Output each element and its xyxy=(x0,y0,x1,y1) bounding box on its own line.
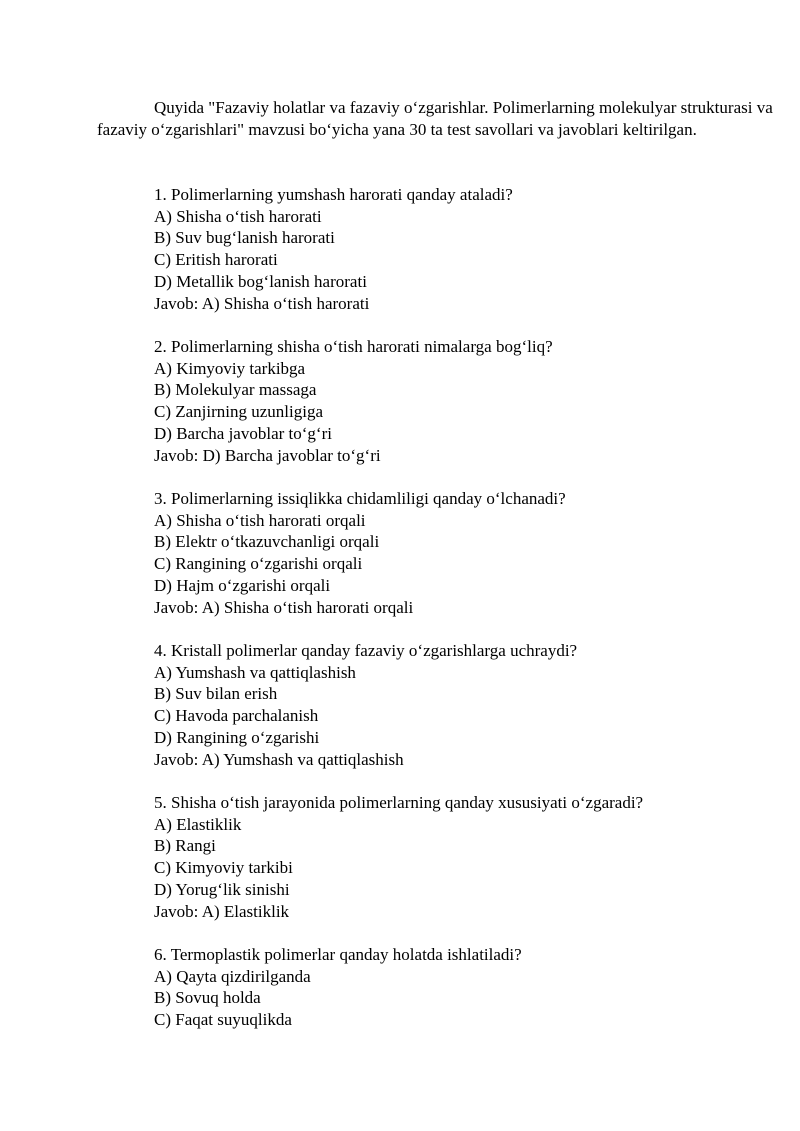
option-b: B) Sovuq holda xyxy=(154,988,261,1008)
option-a: A) Yumshash va qattiqlashish xyxy=(154,662,356,682)
question-text: 2. Polimerlarning shisha o‘tish harorati nimalarga bog‘liq? xyxy=(154,337,553,357)
question-text: 1. Polimerlarning yumshash harorati qanday ataladi? xyxy=(154,185,513,204)
answer-line: Javob: A) Shisha o‘tish harorati orqali xyxy=(154,597,414,617)
question-block-2 xyxy=(154,336,774,466)
question-text: 4. Kristall polimerlar qanday fazaviy o‘zgarishlarga uchraydi? xyxy=(154,641,578,661)
option-c: C) Kimyoviy tarkibi xyxy=(154,858,293,878)
option-d: D) Barcha javoblar to‘g‘ri xyxy=(154,423,332,443)
answer-line: Javob: A) Shisha o‘tish harorati xyxy=(154,293,370,313)
question-text: 5. Shisha o‘tish jarayonida polimerlarning qanday xususiyati o‘zgaradi? xyxy=(154,793,644,813)
option-a: A) Shisha o‘tish harorati xyxy=(154,206,322,226)
answer-line: Javob: A) Yumshash va qattiqlashish xyxy=(154,749,404,769)
question-list xyxy=(154,184,774,1053)
option-b: B) Rangi xyxy=(154,836,216,856)
option-a: A) Elastiklik xyxy=(154,814,242,834)
option-d: D) Hajm o‘zgarishi orqali xyxy=(154,575,331,595)
option-c: C) Havoda parchalanish xyxy=(154,706,319,726)
option-c: C) Eritish harorati xyxy=(154,250,278,270)
option-b: B) Molekulyar massaga xyxy=(154,380,317,400)
question-text: 3. Polimerlarning issiqlikka chidamliligi qanday o‘lchanadi? xyxy=(154,489,566,509)
question-block-6 xyxy=(154,944,774,1031)
option-a: A) Qayta qizdirilganda xyxy=(154,966,311,986)
option-b: B) Suv bug‘lanish harorati xyxy=(154,228,335,248)
question-block-5 xyxy=(154,792,774,922)
intro-paragraph: Quyida "Fazaviy holatlar va fazaviy o‘zgarishlar. Polimerlarning molekulyar strukturasi va fazaviy o‘zgarishlari" mavzusi bo‘yicha yana 30 ta test savollari va javoblari keltirilgan. xyxy=(97,98,773,139)
option-d: D) Metallik bog‘lanish harorati xyxy=(154,271,367,291)
answer-line: Javob: D) Barcha javoblar to‘g‘ri xyxy=(154,445,381,465)
answer-line: Javob: A) Elastiklik xyxy=(154,901,290,921)
option-d: D) Rangining o‘zgarishi xyxy=(154,727,320,747)
option-c: C) Rangining o‘zgarishi orqali xyxy=(154,554,363,574)
option-c: C) Faqat suyuqlikda xyxy=(154,1010,292,1030)
question-text: 6. Termoplastik polimerlar qanday holatda ishlatiladi? xyxy=(154,945,522,965)
question-block-3 xyxy=(154,488,774,618)
option-d: D) Yorug‘lik sinishi xyxy=(154,879,290,899)
question-block-4 xyxy=(154,640,774,770)
option-b: B) Suv bilan erish xyxy=(154,684,278,704)
option-a: A) Shisha o‘tish harorati orqali xyxy=(154,510,366,530)
option-a: A) Kimyoviy tarkibga xyxy=(154,358,306,378)
option-c: C) Zanjirning uzunligiga xyxy=(154,402,324,422)
question-block-1 xyxy=(154,184,774,314)
option-b: B) Elektr o‘tkazuvchanligi orqali xyxy=(154,532,380,552)
